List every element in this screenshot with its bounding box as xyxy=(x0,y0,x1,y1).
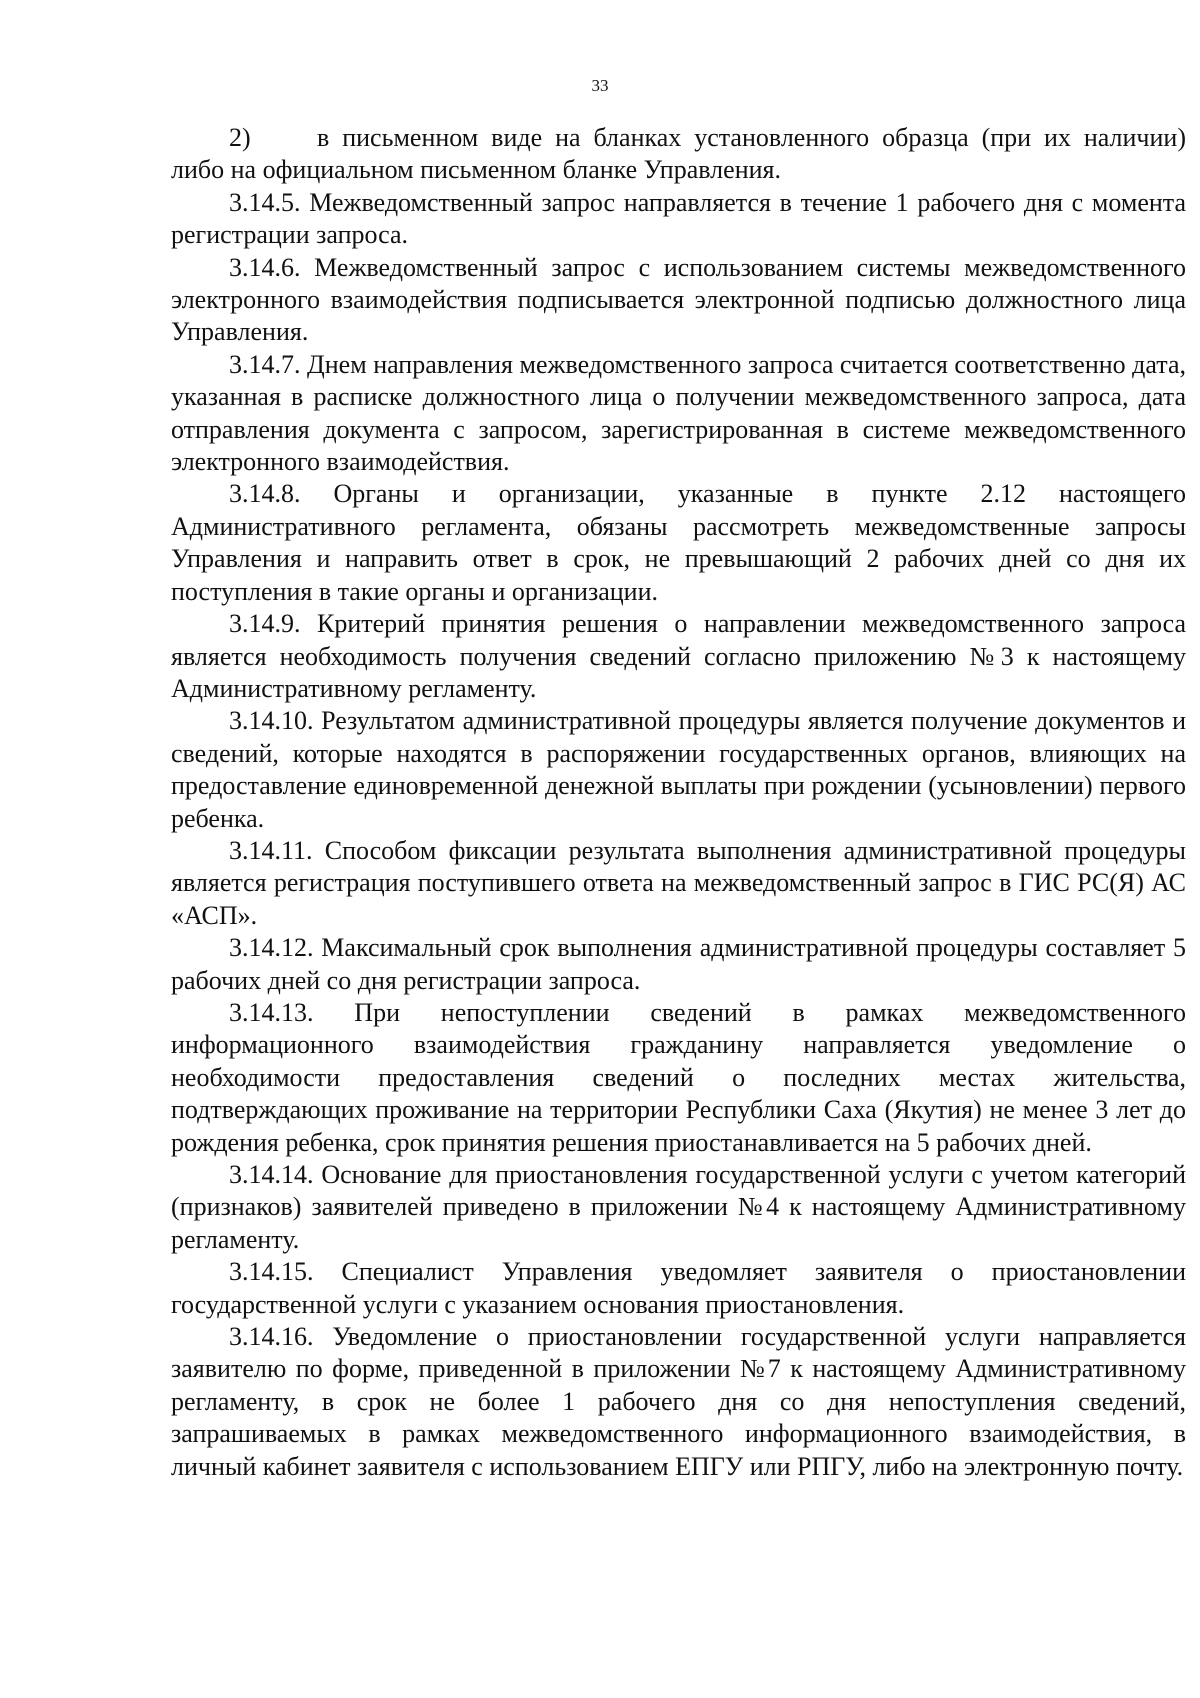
paragraph-3-14-10: 3.14.10. Результатом административной процедуры является получение документов и сведений, которые находятся в распоряжении государственных органов, влияющих на предоставление единовременной денежной выплаты при рождении (усыновлении) первого ребенка. xyxy=(171,706,1186,833)
list-item-number: 2) xyxy=(229,123,251,152)
paragraph-3-14-15: 3.14.15. Специалист Управления уведомляет заявителя о приостановлении государственной услуги с указанием основания приостановления. xyxy=(171,1257,1186,1319)
paragraph-3-14-16: 3.14.16. Уведомление о приостановлении государственной услуги направляется заявителю по форме, приведенной в приложении №7 к настоящему Административному регламенту, в срок не более 1 рабочего дня со дня непоступления сведений, запрашиваемых в рамках межведомственного информационного взаимодействия, в личный кабинет заявителя с использованием ЕПГУ или РПГУ, либо на электронную почту. xyxy=(171,1322,1186,1481)
paragraph-3-14-11: 3.14.11. Способом фиксации результата выполнения административной процедуры является регистрация поступившего ответа на межведомственный запрос в ГИС РС(Я) АС «АСП». xyxy=(171,835,1186,930)
paragraph-3-14-9: 3.14.9. Критерий принятия решения о направлении межведомственного запроса является необходимость получения сведений согласно приложению №3 к настоящему Административному регламенту. xyxy=(171,609,1186,703)
paragraph-3-14-13: 3.14.13. При непоступлении сведений в рамках межведомственного информационного взаимодействия гражданину направляется уведомление о необходимости предоставления сведений о последних местах жительства, подтверждающих проживание на территории Республики Саха (Якутия) не менее 3 лет до рождения ребенка, срок принятия решения приостанавливается на 5 рабочих дней. xyxy=(171,997,1186,1157)
paragraph-3-14-6: 3.14.6. Межведомственный запрос с использованием системы межведомственного электронного взаимодействия подписывается электронной подписью должностного лица Управления. xyxy=(171,252,1186,347)
paragraph-3-14-5: 3.14.5. Межведомственный запрос направляется в течение 1 рабочего дня с момента регистрации запроса. xyxy=(171,187,1186,250)
list-item-2 xyxy=(171,122,1186,187)
page-number: 33 xyxy=(591,76,609,95)
paragraph-3-14-14: 3.14.14. Основание для приостановления государственной услуги с учетом категорий (признаков) заявителей приведено в приложении №4 к настоящему Административному регламенту. xyxy=(171,1160,1186,1254)
paragraph-3-14-8: 3.14.8. Органы и организации, указанные в пункте 2.12 настоящего Административного регламента, обязаны рассмотреть межведомственные запросы Управления и направить ответ в срок, не превышающий 2 рабочих дней со дня их поступления в такие органы и организации. xyxy=(171,479,1186,606)
list-item-text: в письменном виде на бланках установленного образца (при их наличии) либо на официальном письменном бланке Управления. xyxy=(171,123,1186,185)
document-body xyxy=(171,122,1186,1483)
paragraph-3-14-12: 3.14.12. Максимальный срок выполнения административной процедуры составляет 5 рабочих дней со дня регистрации запроса. xyxy=(171,933,1186,995)
paragraph-3-14-7: 3.14.7. Днем направления межведомственного запроса считается соответственно дата, указанная в расписке должностного лица о получении межведомственного запроса, дата отправления документа с запросом, зарегистрированная в системе межведомственного электронного взаимодействия. xyxy=(171,349,1186,477)
